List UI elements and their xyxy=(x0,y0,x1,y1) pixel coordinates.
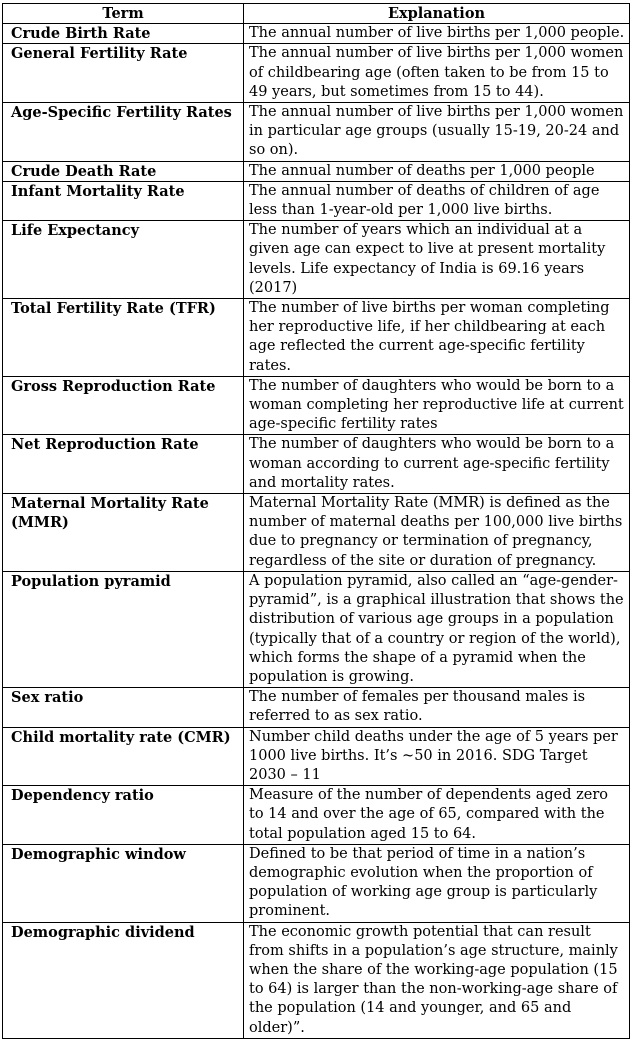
term-cell: Infant Mortality Rate xyxy=(3,181,244,220)
explanation-cell: The annual number of deaths of children of age less than 1-year-old per 1,000 live births. xyxy=(244,181,630,220)
term-cell: Crude Death Rate xyxy=(3,161,244,181)
explanation-cell: Number child deaths under the age of 5 years per 1000 live births. It’s ~50 in 2016. SDG Target 2030 – 11 xyxy=(244,727,630,786)
explanation-cell: The annual number of live births per 1,000 women in particular age groups (usually 15-19, 20-24 and so on). xyxy=(244,103,630,162)
explanation-cell: A population pyramid, also called an “age-gender-pyramid”, is a graphical illustration that shows the distribution of various age groups in a population (typically that of a country or region of the world), which forms the shape of a pyramid when the population is growing. xyxy=(244,571,630,687)
explanation-cell: Measure of the number of dependents aged zero to 14 and over the age of 65, compared with the total population aged 15 to 64. xyxy=(244,786,630,845)
explanation-cell: Defined to be that period of time in a nation’s demographic evolution when the proportion of population of working age group is particularly prominent. xyxy=(244,844,630,922)
term-cell: Net Reproduction Rate xyxy=(3,435,244,494)
term-cell: Child mortality rate (CMR) xyxy=(3,727,244,786)
term-cell: Gross Reproduction Rate xyxy=(3,376,244,435)
table-row xyxy=(3,44,630,103)
term-cell: Crude Birth Rate xyxy=(3,24,244,44)
table-row xyxy=(3,571,630,687)
explanation-cell: The number of years which an individual at a given age can expect to live at present mortality levels. Life expectancy of India is 69.16 years (2017) xyxy=(244,221,630,299)
table-row xyxy=(3,688,630,727)
explanation-cell: The number of females per thousand males is referred to as sex ratio. xyxy=(244,688,630,727)
term-cell: General Fertility Rate xyxy=(3,44,244,103)
header-row xyxy=(3,4,630,24)
table-row xyxy=(3,922,630,1038)
explanation-cell: Maternal Mortality Rate (MMR) is defined as the number of maternal deaths per 100,000 live births due to pregnancy or termination of pregnancy, regardless of the site or duration of pregnancy. xyxy=(244,494,630,572)
term-cell: Demographic window xyxy=(3,844,244,922)
header-term: Term xyxy=(3,4,244,24)
term-cell: Population pyramid xyxy=(3,571,244,687)
term-cell: Demographic dividend xyxy=(3,922,244,1038)
table-row xyxy=(3,24,630,44)
term-cell: Dependency ratio xyxy=(3,786,244,845)
terms-table xyxy=(2,3,630,1039)
term-cell: Life Expectancy xyxy=(3,221,244,299)
explanation-cell: The number of daughters who would be born to a woman completing her reproductive life at current age-specific fertility rates xyxy=(244,376,630,435)
term-cell: Sex ratio xyxy=(3,688,244,727)
table-row xyxy=(3,727,630,786)
explanation-cell: The annual number of live births per 1,000 people. xyxy=(244,24,630,44)
table-row xyxy=(3,181,630,220)
table-row xyxy=(3,161,630,181)
table-row xyxy=(3,376,630,435)
explanation-cell: The economic growth potential that can result from shifts in a population’s age structure, mainly when the share of the working-age population (15 to 64) is larger than the non-working-age share of the population (14 and younger, and 65 and older)”. xyxy=(244,922,630,1038)
explanation-cell: The annual number of live births per 1,000 women of childbearing age (often taken to be from 15 to 49 years, but sometimes from 15 to 44). xyxy=(244,44,630,103)
header-explanation: Explanation xyxy=(244,4,630,24)
table-row xyxy=(3,494,630,572)
term-cell: Total Fertility Rate (TFR) xyxy=(3,299,244,377)
table-row xyxy=(3,786,630,845)
explanation-cell: The number of daughters who would be born to a woman according to current age-specific fertility and mortality rates. xyxy=(244,435,630,494)
table-row xyxy=(3,103,630,162)
term-cell: Maternal Mortality Rate (MMR) xyxy=(3,494,244,572)
table-row xyxy=(3,844,630,922)
table-row xyxy=(3,435,630,494)
term-cell: Age-Specific Fertility Rates xyxy=(3,103,244,162)
explanation-cell: The number of live births per woman completing her reproductive life, if her childbearing at each age reflected the current age-specific fertility rates. xyxy=(244,299,630,377)
explanation-cell: The annual number of deaths per 1,000 people xyxy=(244,161,630,181)
table-row xyxy=(3,221,630,299)
table-row xyxy=(3,299,630,377)
